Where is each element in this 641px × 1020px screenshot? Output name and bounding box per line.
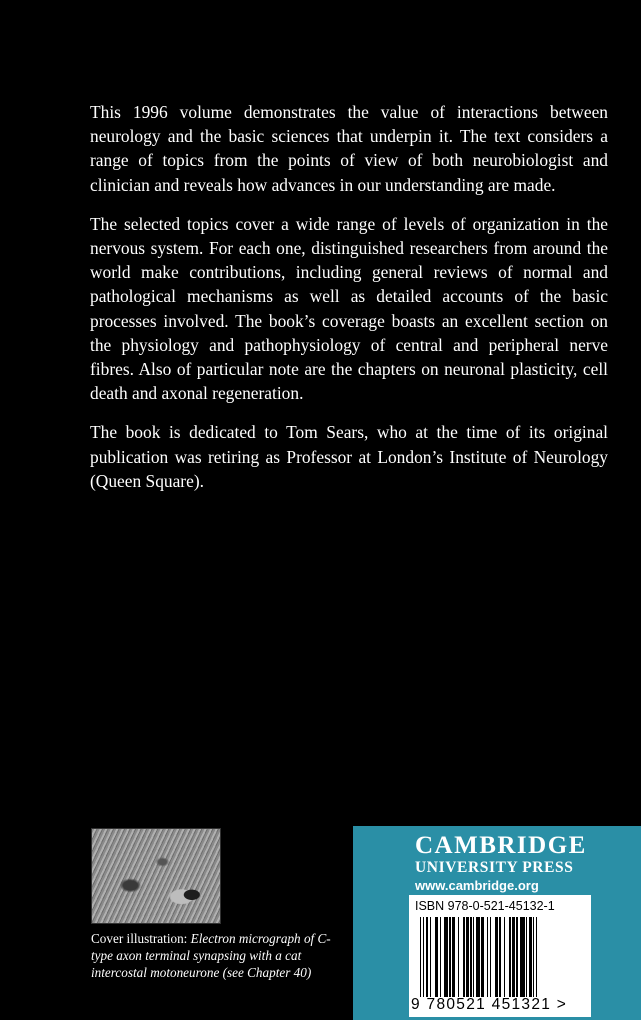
blurb-paragraph-2: The selected topics cover a wide range of levels of organization in the nervous system. For each one, distinguished researchers from around the world make contributions, including general reviews of normal and pathological mechanisms as well as detailed accounts of the basic processes involved. The book’s coverage boasts an excellent section on the physiology and pathophysiology of central and peripheral nerve fibres. Also of particular note are the chapters on neuronal plasticity, cell death and axonal regeneration. bbox=[90, 213, 608, 404]
publisher-url: www.cambridge.org bbox=[415, 878, 539, 893]
barcode-stripe bbox=[537, 917, 538, 997]
caption-text: Electron micrograph of C-type axon terminal synapsing with a cat intercostal motoneurone (see Chapter 40) bbox=[91, 931, 331, 980]
barcode-bars bbox=[420, 917, 580, 997]
isbn-label: ISBN 978-0-521-45132-1 bbox=[415, 899, 555, 913]
electron-micrograph-image bbox=[91, 828, 221, 924]
caption-label: Cover illustration: bbox=[91, 931, 188, 946]
barcode-digits: 9 780521 451321 > bbox=[411, 996, 568, 1013]
blurb-paragraph-3: The book is dedicated to Tom Sears, who at the time of its original publication was retiring as Professor at London’s Institute of Neurology (Queen Square). bbox=[90, 422, 608, 491]
publisher-subtitle: UNIVERSITY PRESS bbox=[415, 859, 574, 876]
publisher-panel bbox=[353, 826, 641, 1020]
publisher-name: CAMBRIDGE bbox=[415, 832, 587, 859]
blurb-paragraph-1: This 1996 volume demonstrates the value of interactions between neurology and the basic sciences that underpin it. The text considers a range of topics from the points of view of both neurobiologist and clinician and reveals how advances in our understanding are made. bbox=[90, 102, 608, 195]
back-cover-blurb bbox=[90, 100, 608, 508]
barcode-box bbox=[409, 895, 591, 1017]
cover-illustration-caption bbox=[91, 930, 351, 981]
